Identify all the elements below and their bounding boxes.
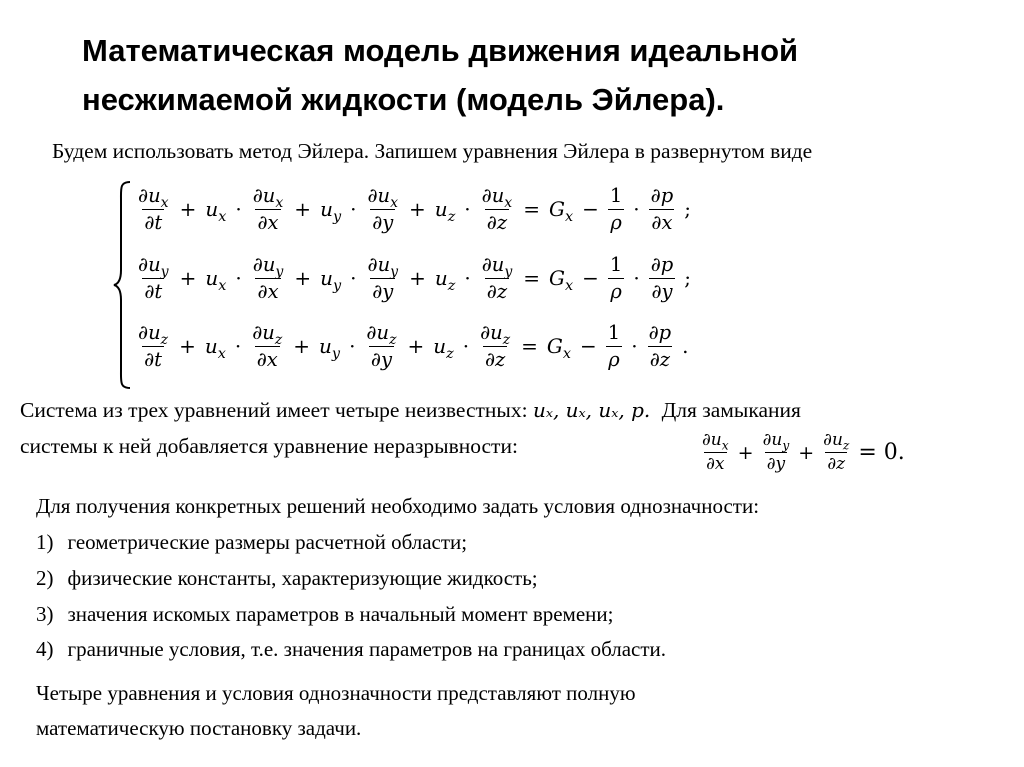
condition-item: 2) физические константы, характеризующие жидкость;	[36, 566, 538, 590]
condition-item: 1) геометрические размеры расчетной области;	[36, 530, 468, 554]
intro-text: Будем использовать метод Эйлера. Запишем уравнения Эйлера в развернутом виде	[52, 139, 813, 163]
euler-equation-x: $\frac{\partial u_x}{\partial t}$ + $u_x$ · $\frac{\partial u_x}{\partial x}$ + $u_y$ · $\frac{\partial u_x}{\partial y}$ + $u_z$ · $\frac{\partial u_x}{\partial z}$ = $G_x$ − $\frac{1}{\rho}$ · $\frac{\partial p}{\partial x}$ ;	[138, 184, 691, 234]
conditions-intro: Для получения конкретных решений необходимо задать условия однозначности:	[36, 494, 760, 518]
dux-dt: $\frac{\partial u_x}{\partial t}$	[138, 184, 169, 234]
euler-equation-z: $\frac{\partial u_z}{\partial t}$ + $u_x$ · $\frac{\partial u_z}{\partial x}$ + $u_y$ · $\frac{\partial u_z}{\partial y}$ + $u_z$ · $\frac{\partial u_z}{\partial z}$ = $G_x$ − $\frac{1}{\rho}$ · $\frac{\partial p}{\partial z}$ .	[138, 321, 689, 371]
continuity-equation: $\frac{\partial u_x}{\partial x}$ + $\frac{\partial u_y}{\partial y}$ + $\frac{\partial u_z}{\partial z}$ = 0.	[702, 430, 905, 474]
conclusion-line2: математическую постановку задачи.	[36, 716, 362, 740]
euler-equation-y: $\frac{\partial u_y}{\partial t}$ + $u_x$ · $\frac{\partial u_y}{\partial x}$ + $u_y$ · $\frac{\partial u_y}{\partial y}$ + $u_z$ · $\frac{\partial u_y}{\partial z}$ = $G_x$ − $\frac{1}{\rho}$ · $\frac{\partial p}{\partial y}$ ;	[138, 253, 692, 303]
condition-item: 4) граничные условия, т.е. значения параметров на границах области.	[36, 637, 667, 661]
system-text-line2: системы к ней добавляется уравнение неразрывности:	[20, 434, 518, 458]
unknowns: uₓ, uₓ, uₓ, p.	[532, 398, 651, 422]
slide-title: Математическая модель движения идеальной несжимаемой жидкости (модель Эйлера).	[82, 33, 799, 117]
conclusion-line1: Четыре уравнения и условия однозначности представляют полную	[36, 681, 636, 705]
condition-item: 3) значения искомых параметров в начальный момент времени;	[36, 602, 614, 626]
system-brace	[112, 180, 132, 390]
system-text-line1: Система из трех уравнений имеет четыре неизвестных: uₓ, uₓ, uₓ, p. Для замыкания	[20, 398, 801, 422]
